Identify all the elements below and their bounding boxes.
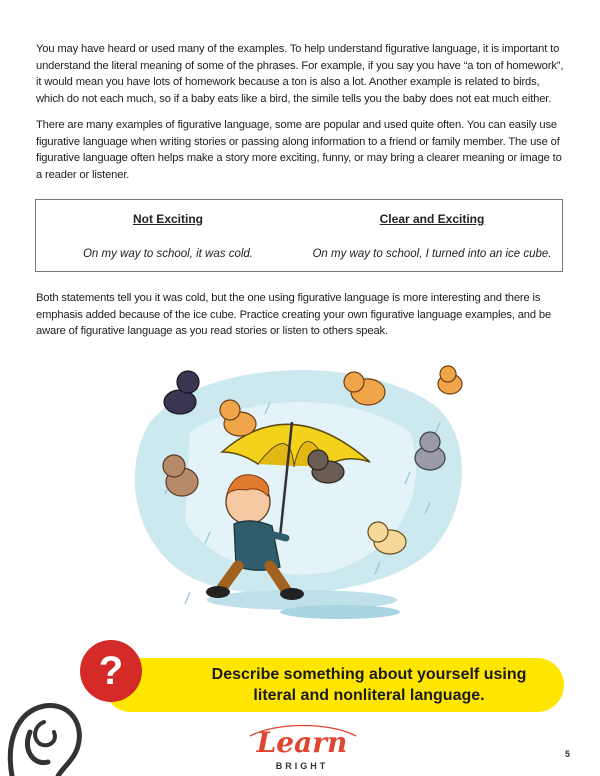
logo-subtitle: BRIGHT [275, 761, 329, 771]
raining-cats-and-dogs-illustration [130, 362, 475, 632]
callout-prompt [199, 664, 539, 706]
clear-exciting-column [300, 200, 564, 271]
clear-exciting-heading: Clear and Exciting [379, 212, 485, 226]
clear-exciting-example: On my way to school, I turned into an ice cube. [312, 248, 552, 260]
conclusion-paragraph: Both statements tell you it was cold, but the one using figurative language is more interesting and there is emphasis added because of the ice cube. Practice creating your own figurative language examples, and be aware of figurative language as you read stories or listen to others speak. [36, 292, 552, 338]
examples-paragraph: There are many examples of figurative language, some are popular and used quite often. You can easily use figurative language when writing stories or passing along information to a friend or family member. The use of figurative language often helps make a story more exciting, funny, or may bring a clearer meaning or image to a reader or listener. [36, 119, 562, 181]
not-exciting-example: On my way to school, it was cold. [82, 248, 253, 260]
callout-line-2: literal and nonliteral language. [253, 687, 485, 704]
not-exciting-column [36, 200, 300, 271]
page-number: 5 [565, 749, 571, 759]
learn-bright-logo [236, 718, 368, 776]
logo-word: Learn [256, 726, 348, 759]
activity-callout [104, 658, 564, 712]
comparison-table [35, 199, 563, 272]
not-exciting-heading: Not Exciting [132, 212, 203, 226]
callout-line-1: Describe something about yourself using [211, 666, 527, 683]
thinking-person-icon [0, 672, 90, 776]
question-mark-icon: ? [98, 649, 124, 693]
intro-paragraph: You may have heard or used many of the examples. To help understand figurative language, it is important to understand the literal meaning of some of the phrases. For example, if you say you have “a ton of homework”, it would mean you have lots of homework because a ton is also a lot. Another example is related to birds, which do not each much, so if a baby eats like a bird, the simile tells you the baby does not eat much either. [36, 43, 564, 105]
